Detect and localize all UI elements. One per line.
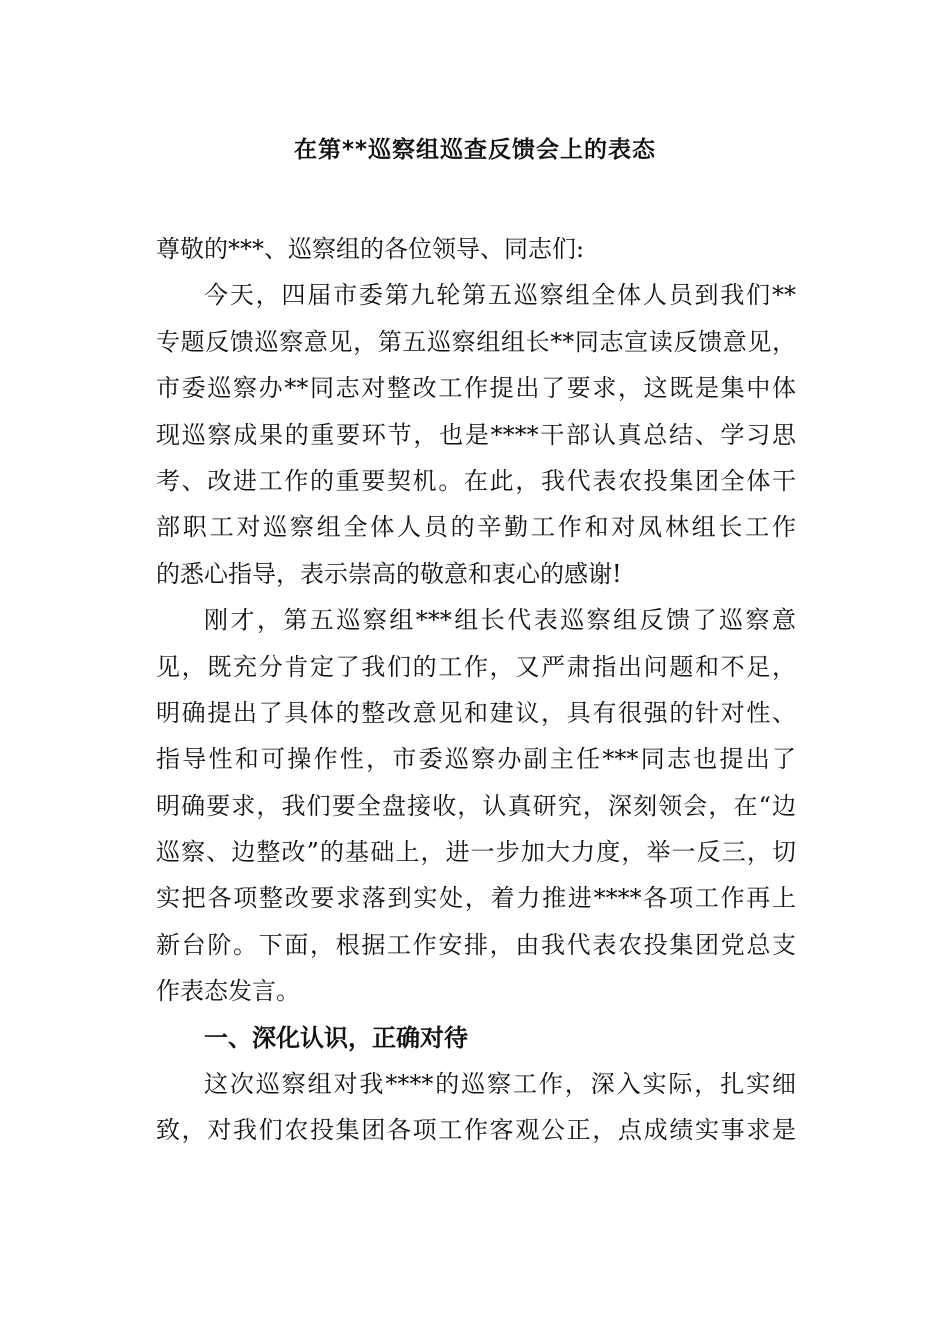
paragraph-1-line: 现巡察成果的重要环节，也是****干部认真总结、学习思 — [156, 420, 796, 449]
paragraph-2-line: 作表态发言。 — [156, 977, 300, 1006]
document-title: 在第**巡察组巡查反馈会上的表态 — [293, 137, 657, 163]
paragraph-2-line: 新台阶。下面，根据工作安排，由我代表农投集团党总支 — [156, 930, 796, 959]
paragraph-1-line: 专题反馈巡察意见，第五巡察组组长**同志宣读反馈意见， — [156, 327, 796, 356]
paragraph-1-line: 考、改进工作的重要契机。在此，我代表农投集团全体干 — [156, 466, 796, 495]
paragraph-3-line: 这次巡察组对我****的巡察工作，深入实际，扎实细 — [204, 1070, 796, 1099]
paragraph-2-line: 明确要求，我们要全盘接收，认真研究，深刻领会，在“边 — [156, 791, 796, 820]
paragraph-2-line: 见，既充分肯定了我们的工作，又严肃指出问题和不足， — [156, 652, 796, 681]
paragraph-1-line: 今天，四届市委第九轮第五巡察组全体人员到我们** — [204, 281, 796, 310]
paragraph-2-line: 指导性和可操作性，市委巡察办副主任***同志也提出了 — [156, 745, 796, 774]
salutation: 尊敬的***、巡察组的各位领导、同志们: — [156, 235, 585, 263]
paragraph-2-line: 实把各项整改要求落到实处，着力推进****各项工作再上 — [156, 884, 796, 913]
document-body — [156, 226, 796, 1154]
paragraph-1-line: 的悉心指导，表示崇高的敬意和衷心的感谢! — [156, 559, 622, 588]
paragraph-2-line: 刚才，第五巡察组***组长代表巡察组反馈了巡察意 — [204, 606, 796, 635]
paragraph-3-line: 致，对我们农投集团各项工作客观公正，点成绩实事求是 — [156, 1116, 796, 1145]
paragraph-2-line: 明确提出了具体的整改意见和建议，具有很强的针对性、 — [156, 698, 796, 727]
paragraph-1-line: 市委巡察办**同志对整改工作提出了要求，这既是集中体 — [156, 374, 796, 403]
paragraph-2-line: 巡察、边整改”的基础上，进一步加大力度，举一反三，切 — [156, 838, 796, 867]
section-heading: 一、深化认识，正确对待 — [204, 1023, 468, 1052]
paragraph-1-line: 部职工对巡察组全体人员的辛勤工作和对凤林组长工作 — [156, 513, 796, 542]
